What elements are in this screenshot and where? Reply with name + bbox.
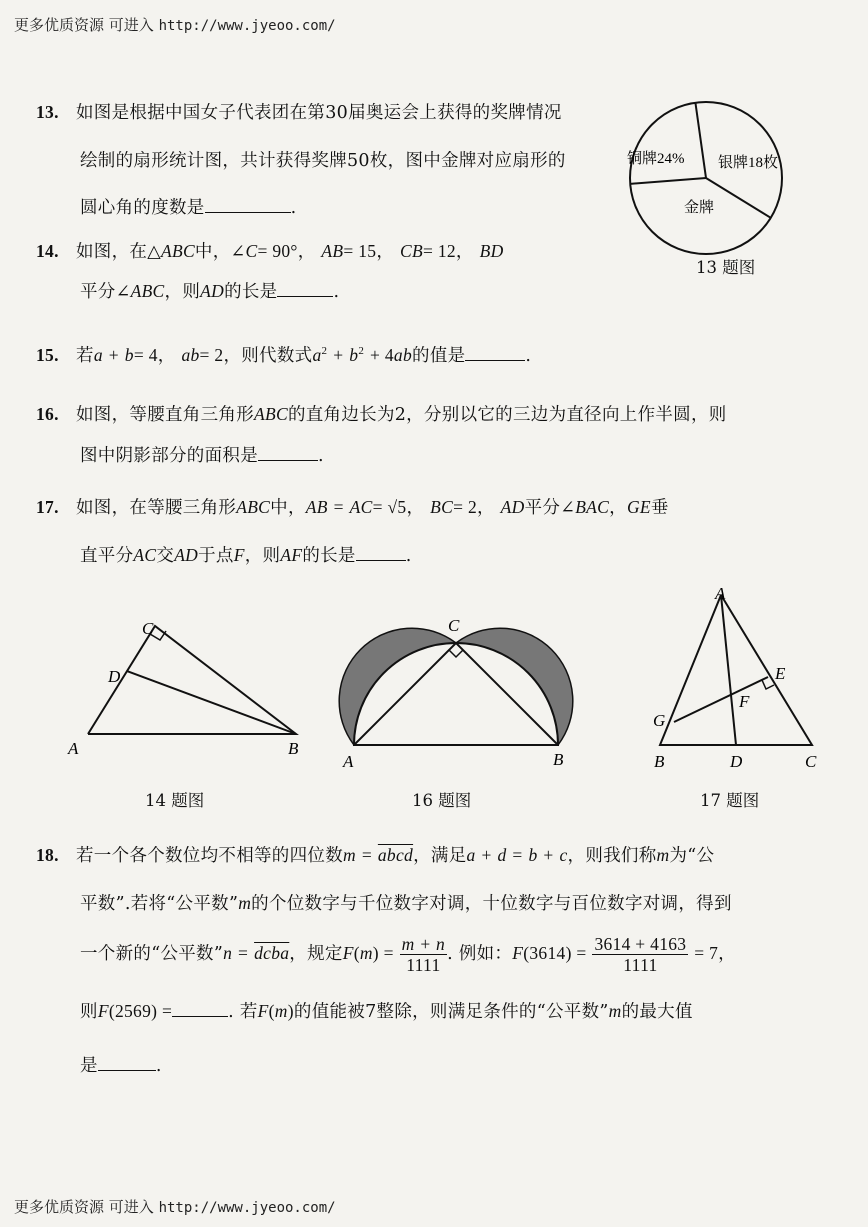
q17-answer-blank[interactable] — [356, 546, 406, 561]
q18-t34: (2569) = — [108, 1001, 173, 1021]
q15-number: 15. — [36, 345, 59, 365]
q17-t23: AF — [280, 545, 303, 565]
q14-t9: = 12， — [422, 241, 474, 261]
q17-t9: = 2， — [453, 497, 495, 517]
fig14-label-c: C — [142, 619, 154, 638]
q18-t20: n — [223, 943, 233, 963]
q18-t26: m — [359, 943, 373, 963]
q15-t12: 2 — [358, 345, 365, 358]
q13-line2: 绘制的扇形统计图，共计获得奖牌50枚，图中金牌对应扇形的 — [80, 151, 566, 171]
q18-t35: . 若 — [228, 1002, 258, 1022]
q15-t9: 2 — [321, 345, 328, 358]
q17-line2 — [80, 542, 412, 567]
q15-t3: + — [108, 345, 119, 365]
q17-t17: AC — [133, 545, 157, 565]
q18-number: 18. — [36, 845, 59, 865]
q13-answer-blank[interactable] — [205, 198, 291, 213]
fig14-label-a: A — [68, 739, 79, 758]
pie-boundary-bronze-silver — [695, 103, 706, 178]
q13-text: 如图是根据中国女子代表团在第30届奥运会上获得的奖牌情况 — [76, 103, 562, 123]
q18-line2 — [80, 890, 732, 915]
q18-t39: ) — [287, 1001, 294, 1021]
q18-t15: 为“公 — [669, 846, 715, 866]
q18-t5: ，满足 — [413, 846, 467, 866]
q18-t27: ) = — [372, 943, 394, 963]
q15-t14: ab — [393, 345, 413, 365]
q17-t1: 如图，在等腰三角形 — [76, 498, 237, 518]
q18-t23: ，规定 — [289, 944, 343, 964]
q17-t10: AD — [500, 497, 525, 517]
fig16-label-b: B — [553, 750, 564, 769]
q18-t32: 则 — [80, 1002, 98, 1022]
q18-line4 — [80, 998, 693, 1023]
q16-line2 — [80, 442, 324, 467]
q15-t4: b — [124, 345, 134, 365]
q16-t5: . — [318, 446, 324, 466]
q18-t40: 的值能被7整除，则满足条件的“公平数” — [293, 1002, 609, 1022]
q13-number: 13. — [36, 102, 59, 122]
q14-t4: C — [245, 241, 258, 261]
q18-t42: 的最大值 — [621, 1002, 693, 1022]
q14-t13: ，则 — [164, 282, 201, 302]
fig16-label-c: C — [448, 616, 460, 635]
fig17-label-e: E — [775, 664, 786, 683]
q18-t13: ，则我们称 — [567, 846, 657, 866]
q17-t21: F — [233, 545, 245, 565]
pie-boundary-silver-gold — [706, 178, 771, 218]
q14-t1: 如图，在△ — [76, 242, 161, 262]
q18-t24: F — [342, 943, 354, 963]
q18-line1 — [36, 842, 714, 867]
q17-t4: AB — [305, 497, 328, 517]
q14-t5: = 90°， — [257, 241, 316, 261]
q17-t20: 于点 — [198, 546, 234, 566]
q18-t28: . 例如： — [447, 944, 513, 964]
q14-t6: AB — [321, 241, 344, 261]
q18-line5 — [80, 1052, 162, 1077]
q14-t11: 平分∠ — [80, 282, 131, 302]
q15-t13: + 4 — [370, 345, 394, 365]
q18-t12: c — [559, 845, 568, 865]
pie-label-silver: 银牌18枚 — [718, 155, 779, 171]
q18-t4: abcd — [377, 845, 414, 865]
q17-t8: BC — [430, 497, 454, 517]
q18-line3 — [80, 934, 736, 975]
q14-t7: = 15， — [343, 241, 395, 261]
q18-t38: m — [274, 1001, 288, 1021]
q15-t15: 的值是 — [412, 346, 466, 366]
fig17-label-a: A — [715, 585, 726, 603]
q18-t7: + — [481, 845, 492, 865]
q16-t1: 如图，等腰直角三角形 — [76, 405, 254, 425]
q16-t4: 图中阴影部分的面积是 — [80, 446, 258, 466]
q17-t25: . — [405, 546, 412, 566]
q18-t6: a — [466, 845, 476, 865]
q18-frac2-den: 1111 — [623, 955, 658, 975]
fig16-diagram — [325, 605, 595, 780]
page-header — [14, 14, 336, 35]
pie-label-bronze: 铜牌24% — [627, 151, 685, 167]
header-link[interactable]: http://www.jyeoo.com/ — [158, 18, 336, 34]
q17-t15: 垂 — [650, 498, 669, 518]
q18-t44: . — [155, 1056, 162, 1076]
q18-t2: m — [343, 845, 356, 865]
fig17-label-c: C — [805, 752, 817, 771]
q15-t6: ab — [181, 345, 200, 365]
q18-fraction-def — [400, 934, 447, 975]
fig17-caption: 17 题图 — [700, 791, 760, 810]
q17-t16: 直平分 — [80, 546, 134, 566]
q18-frac2-num: 3614 + 4163 — [594, 934, 687, 954]
q17-t24: 的长是 — [302, 546, 356, 566]
q16-t2: ABC — [254, 404, 288, 424]
q14-t15: 的长是 — [224, 282, 278, 302]
q14-answer-blank[interactable] — [277, 282, 333, 297]
pie-label-gold: 金牌 — [684, 200, 715, 216]
q18-t36: F — [257, 1001, 269, 1021]
q18-t25: ( — [353, 943, 360, 963]
q18-t18: 的个位数字与千位数字对调，十位数字与百位数字对调，得到 — [251, 894, 732, 914]
footer-link[interactable]: http://www.jyeoo.com/ — [158, 1200, 336, 1216]
q15-line — [36, 342, 531, 367]
fig17-triangle — [660, 595, 812, 745]
q15-t16: . — [525, 346, 532, 366]
q17-t3: 中， — [270, 498, 306, 518]
q14-t2: ABC — [160, 241, 195, 261]
q14-t8: CB — [400, 241, 423, 261]
q14-line1 — [36, 238, 504, 263]
q18-t16: 平数”.若将“公平数” — [80, 894, 239, 914]
q18-t30: (3614) = — [523, 943, 587, 963]
q18-fraction-example — [592, 934, 688, 975]
fig17-diagram — [645, 585, 835, 775]
q15-t2: a — [93, 345, 103, 365]
q17-t5: = — [333, 497, 344, 517]
q17-t2: ABC — [236, 497, 271, 517]
q16-answer-blank[interactable] — [258, 446, 318, 461]
q17-t18: 交 — [156, 546, 175, 566]
q15-t1: 若 — [76, 346, 94, 366]
q14-t10: BD — [479, 241, 504, 261]
q18-t19: 一个新的“公平数” — [80, 944, 224, 964]
q18-t9: = — [512, 845, 523, 865]
q17-line1 — [36, 494, 669, 519]
fig16-label-a: A — [343, 752, 354, 771]
q15-t8: a — [312, 345, 322, 365]
q18-t17: m — [238, 893, 252, 913]
q13-line1 — [36, 99, 562, 124]
header-prefix: 更多优质资源 可进入 — [14, 16, 154, 34]
q18-t41: m — [608, 1001, 622, 1021]
q16-t3: 的直角边长为2，分别以它的三边为直径向上作半圆，则 — [287, 405, 727, 425]
q15-t11: b — [349, 345, 359, 365]
q17-t13: ， — [609, 498, 627, 518]
footer-prefix: 更多优质资源 可进入 — [14, 1198, 154, 1216]
q17-t7: = √5， — [372, 497, 425, 517]
fig13-pie-chart — [622, 94, 792, 274]
q18-t29: F — [512, 943, 524, 963]
q18-t37: ( — [268, 1001, 275, 1021]
q16-line1 — [36, 401, 727, 426]
q13-text3: 圆心角的度数是 — [80, 198, 205, 218]
q17-number: 17. — [36, 497, 59, 517]
q18-t43: 是 — [80, 1056, 98, 1076]
fig17-perp-bisector-ge — [674, 677, 768, 722]
fig14-label-d: D — [108, 667, 121, 686]
q18-t33: F — [97, 1001, 109, 1021]
page-footer — [14, 1196, 336, 1217]
q18-t14: m — [656, 845, 670, 865]
q17-t22: ，则 — [244, 546, 281, 566]
q14-t16: . — [333, 282, 340, 302]
q18-t10: b — [528, 845, 538, 865]
q16-number: 16. — [36, 404, 59, 424]
fig17-label-b: B — [654, 752, 665, 771]
q15-t10: + — [333, 345, 344, 365]
q15-t5: = 4， — [133, 345, 176, 365]
fig14-label-b: B — [288, 739, 299, 758]
q14-number: 14. — [36, 241, 59, 261]
q18-answer-blank-2[interactable] — [98, 1056, 156, 1071]
fig13-caption: 13 题图 — [696, 258, 756, 277]
fig17-right-angle-mark — [762, 680, 774, 689]
q18-answer-blank-1[interactable] — [172, 1002, 228, 1017]
q18-frac1-den: 1111 — [406, 955, 441, 975]
fig17-label-f: F — [739, 692, 750, 711]
q14-t12: ABC — [130, 281, 165, 301]
q17-t12: BAC — [575, 497, 610, 517]
fig17-label-g: G — [653, 711, 666, 730]
q14-line2 — [80, 278, 339, 303]
fig17-label-d: D — [730, 752, 743, 771]
fig14-bisector-bd — [127, 671, 296, 734]
q13-line3 — [80, 194, 296, 219]
q18-t21: = — [238, 943, 249, 963]
fig14-diagram — [60, 610, 320, 770]
q17-t6: AC — [349, 497, 373, 517]
q15-t7: = 2，则代数式 — [199, 345, 313, 365]
q14-t14: AD — [200, 281, 225, 301]
q17-t14: GE — [626, 497, 651, 517]
q18-t11: + — [543, 845, 554, 865]
pie-boundary-gold-bronze — [630, 178, 706, 184]
fig14-caption: 14 题图 — [145, 791, 205, 810]
fig16-caption: 16 题图 — [412, 791, 472, 810]
q14-t3: 中，∠ — [194, 242, 246, 262]
q15-answer-blank[interactable] — [465, 346, 525, 361]
q13-period: . — [290, 198, 297, 218]
q18-t1: 若一个各个数位均不相等的四位数 — [76, 846, 343, 866]
q18-frac1-num: m + n — [401, 934, 446, 954]
q18-t22: dcba — [254, 943, 290, 963]
q18-t8: d — [497, 845, 507, 865]
q18-t31: = 7， — [694, 943, 736, 963]
q17-t19: AD — [174, 545, 199, 565]
q18-t3: = — [361, 845, 372, 865]
q17-t11: 平分∠ — [524, 498, 576, 518]
